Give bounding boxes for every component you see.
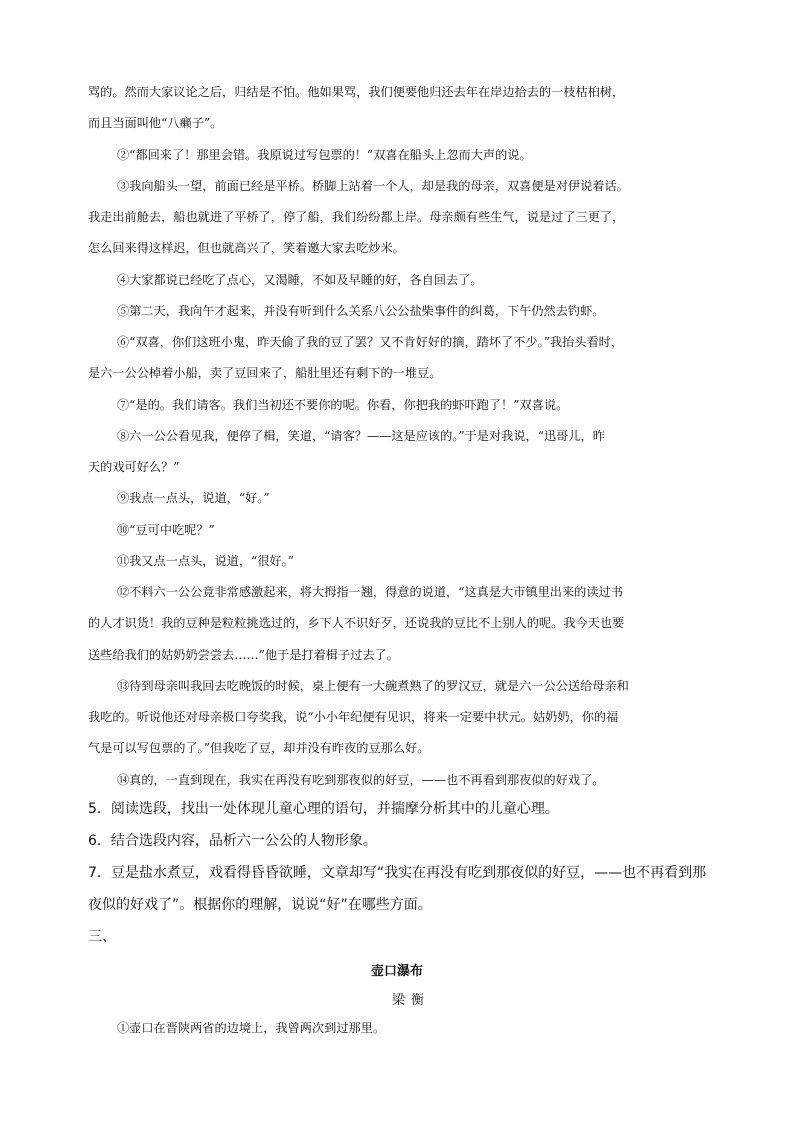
article-title: 壶口瀑布	[370, 964, 423, 979]
paragraph-14: ⑭真的，一直到现在，我实在再没有吃到那夜似的好豆，——也不再看到那夜似的好戏了。	[117, 773, 605, 787]
story-line: 怎么回来得这样迟，但也就高兴了，笑着邀大家去吃炒米。	[88, 241, 405, 255]
paragraph-3: ③我向船头一望，前面已经是平桥。桥脚上站着一个人，却是我的母亲，双喜便是对伊说着话。	[117, 179, 629, 193]
paragraph-5: ⑤第二天，我向午才起来，并没有听到什么关系八公公盐柴事件的纠葛，下午仍然去钓虾。	[117, 304, 605, 318]
question-5: 5．阅读选段，找出一处体现儿童心理的语句，并揣摩分析其中的儿童心理。	[88, 801, 559, 817]
story-line: 送些给我们的姑奶奶尝尝去……”他于是打着楫子过去了。	[88, 648, 399, 662]
story-line: 骂的。然而大家议论之后，归结是不怕。他如果骂，我们便要他归还去年在岸边拾去的一枝枯桕树，	[88, 85, 625, 99]
question-6: 6．结合选段内容，品析六一公公的人物形象。	[88, 833, 377, 849]
article-paragraph-1: ①壶口在晋陕两省的边境上，我曾两次到过那里。	[117, 1021, 386, 1035]
article-author: 梁衡	[392, 993, 431, 1008]
story-line: 而且当面叫他“八癞子”。	[88, 116, 223, 130]
paragraph-7: ⑦“是的。我们请客。我们当初还不要你的呢。你看，你把我的虾吓跑了！”双喜说。	[117, 398, 569, 412]
story-line: 是六一公公棹着小船，卖了豆回来了，船肚里还有剩下的一堆豆。	[88, 366, 442, 380]
story-line: 天的戏可好么？”	[88, 460, 180, 474]
paragraph-4: ④大家都说已经吃了点心，又渴睡，不如及早睡的好，各自回去了。	[117, 273, 483, 287]
story-line: 我走出前舱去，船也就进了平桥了，停了船，我们纷纷都上岸。母亲颇有些生气，说是过了三更了，	[88, 210, 625, 224]
paragraph-9: ⑨我点一点头，说道，“好。”	[117, 491, 270, 505]
section-label: 三、	[88, 929, 116, 945]
paragraph-2: ②“都回来了！那里会错。我原说过写包票的！”双喜在船头上忽而大声的说。	[117, 148, 532, 162]
paragraph-12: ⑫不料六一公公竟非常感激起来，将大拇指一翘，得意的说道，“这真是大市镇里出来的读过书	[117, 585, 623, 599]
story-line: 的人才识货！我的豆种是粒粒挑选过的，乡下人不识好歹，还说我的豆比不上别人的呢。我今天也要	[88, 616, 625, 630]
question-7-continued: 夜似的好戏了”。根据你的理解，说说“好”在哪些方面。	[88, 897, 432, 913]
paragraph-10: ⑩“豆可中吃呢？”	[117, 523, 215, 537]
paragraph-13: ⑬待到母亲叫我回去吃晚饭的时候，桌上便有一大碗煮熟了的罗汉豆，就是六一公公送给母亲和	[117, 679, 629, 693]
paragraph-11: ⑪我又点一点头，说道，“很好。”	[117, 554, 294, 568]
story-line: 气是可以写包票的了。”但我吃了豆，却并没有昨夜的豆那么好。	[88, 741, 430, 755]
paragraph-6: ⑥“双喜，你们这班小鬼，昨天偷了我的豆了罢？又不肯好好的摘，踏坏了不少。”我抬头看时，	[117, 335, 624, 349]
story-line: 我吃的。听说他还对母亲极口夸奖我，说“小小年纪便有见识，将来一定要中状元。姑奶奶，你的福	[88, 710, 619, 724]
paragraph-8: ⑧六一公公看见我，便停了楫，笑道，“请客？——这是应该的。”于是对我说，“迅哥儿，昨	[117, 429, 605, 443]
question-7: 7．豆是盐水煮豆，戏看得昏昏欲睡，文章却写“我实在再没有吃到那夜似的好豆，——也不再看到那	[88, 865, 707, 881]
